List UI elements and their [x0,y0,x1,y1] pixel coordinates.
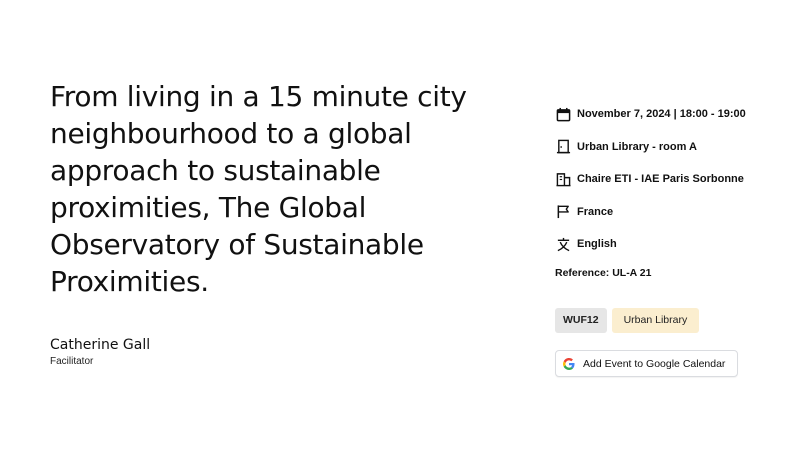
language-icon [555,236,571,252]
event-details [555,105,785,279]
event-organizer-row [555,170,785,188]
add-to-google-calendar-button[interactable] [555,350,738,377]
event-title: From living in a 15 minute city neighbourhood to a global approach to sustainable proximities, The Global Observatory of Sustainable Proximities. [50,80,467,298]
event-country: France [577,205,614,218]
calendar-icon [555,106,571,122]
event-date-row [555,105,785,123]
facilitator-name: Catherine Gall [50,337,151,353]
event-room: Urban Library - room A [577,140,697,153]
event-country-row [555,203,785,221]
event-language: English [577,238,617,250]
event-organizer: Chaire ETI - IAE Paris Sorbonne [577,173,744,185]
facilitator [50,336,150,367]
event-date: November 7, 2024 | 18:00 - 19:00 [577,108,746,120]
event-room-row [555,138,785,156]
event-language-row [555,235,785,253]
tag-wuf12[interactable]: WUF12 [555,308,607,333]
event-reference: Reference: UL-A 21 [555,266,652,279]
google-icon [563,358,575,370]
flag-icon [555,204,571,220]
add-to-google-calendar-label: Add Event to Google Calendar [583,357,726,370]
institution-icon [555,171,571,187]
event-tags [555,308,699,333]
door-icon [555,139,571,155]
tag-urban-library[interactable]: Urban Library [612,308,700,333]
facilitator-role: Facilitator [50,356,94,367]
